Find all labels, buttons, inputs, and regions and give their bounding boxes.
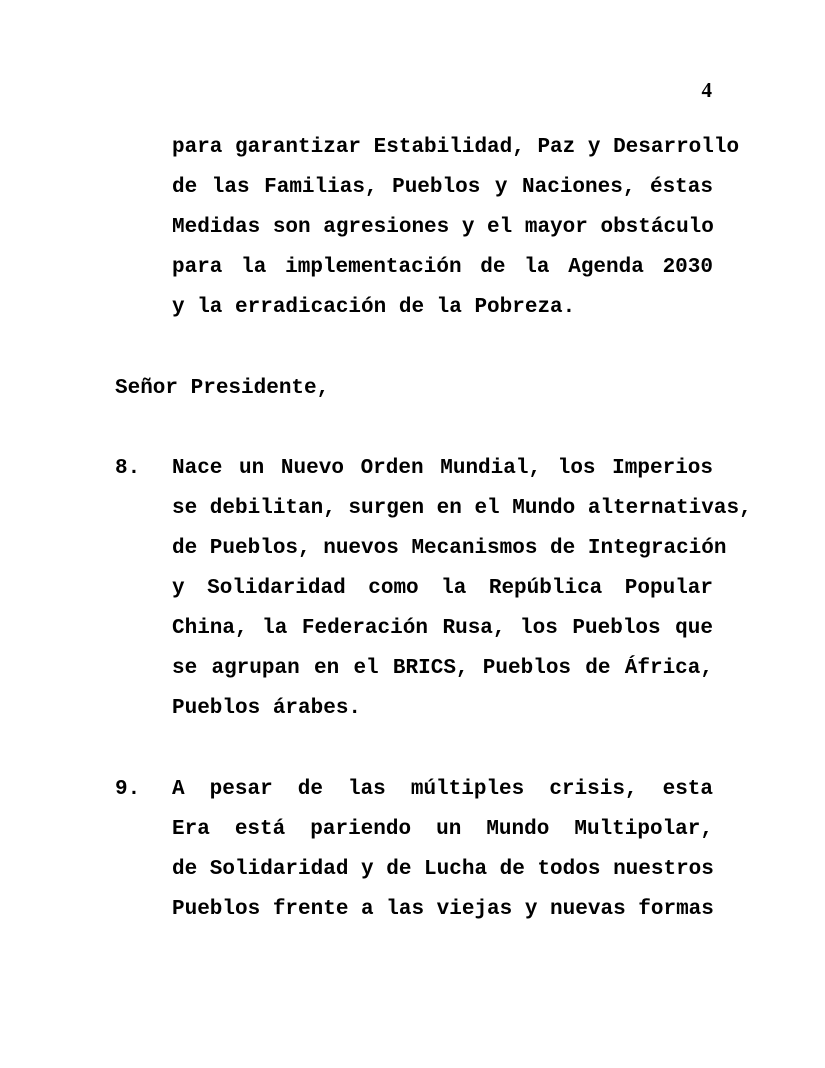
- text-line: de Pueblos, nuevos Mecanismos de Integración: [172, 537, 727, 560]
- text-line: de las Familias, Pueblos y Naciones, éstas: [172, 176, 713, 199]
- text-line: Nace un Nuevo Orden Mundial, los Imperios: [172, 457, 713, 480]
- text-line: se debilitan, surgen en el Mundo alternativas,: [172, 497, 752, 520]
- page-number: 4: [701, 78, 712, 102]
- text-line: para la implementación de la Agenda 2030: [172, 256, 713, 279]
- text-line: Pueblos árabes.: [172, 697, 362, 720]
- paragraph-number: 8.: [115, 457, 141, 480]
- text-line: Era está pariendo un Mundo Multipolar,: [172, 818, 713, 841]
- text-line: de Solidaridad y de Lucha de todos nuestros: [172, 858, 714, 881]
- text-line: se agrupan en el BRICS, Pueblos de África,: [172, 657, 713, 680]
- salutation: Señor Presidente,: [115, 377, 330, 400]
- text-line: China, la Federación Rusa, los Pueblos que: [172, 617, 713, 640]
- text-line: y la erradicación de la Pobreza.: [172, 296, 576, 319]
- text-line: Medidas son agresiones y el mayor obstáculo: [172, 216, 714, 239]
- text-line: A pesar de las múltiples crisis, esta: [172, 778, 713, 801]
- paragraph-number: 9.: [115, 778, 141, 801]
- text-line: Pueblos frente a las viejas y nuevas formas: [172, 898, 714, 921]
- text-line: y Solidaridad como la República Popular: [172, 577, 713, 600]
- text-line: para garantizar Estabilidad, Paz y Desarrollo: [172, 136, 740, 159]
